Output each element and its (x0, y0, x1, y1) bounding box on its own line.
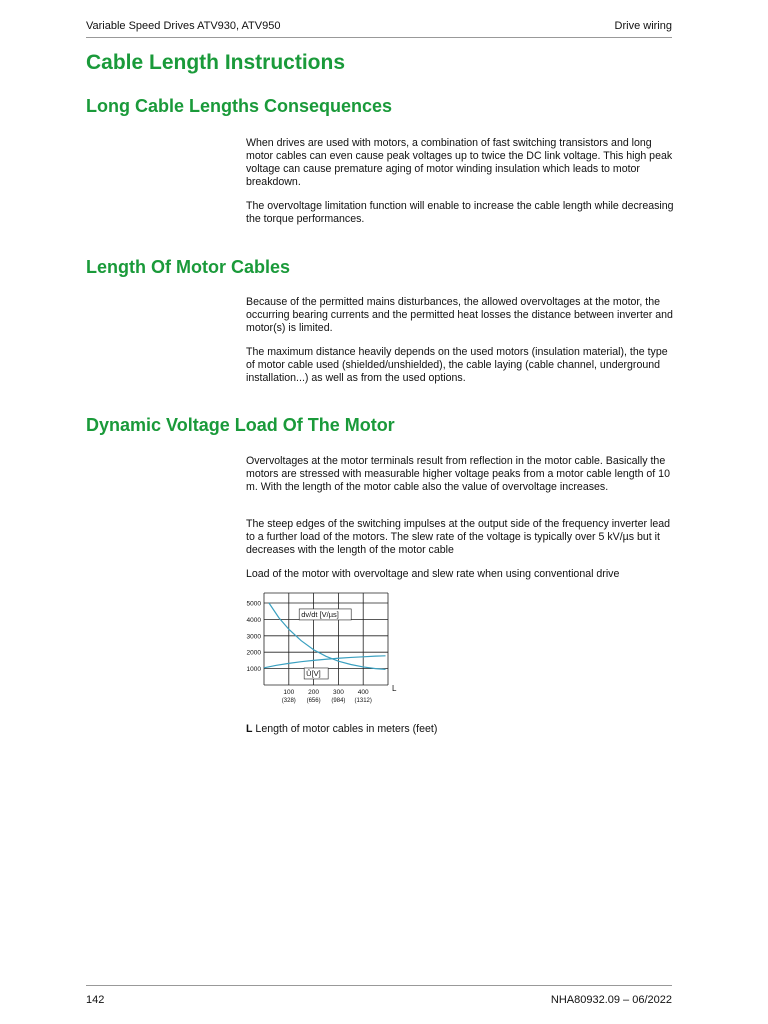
chart-caption (246, 723, 437, 735)
x-tick-label: 400 (357, 689, 369, 696)
series-line (264, 656, 386, 668)
series-label: Û[V] (306, 668, 321, 678)
section-heading-dynamic-voltage: Dynamic Voltage Load Of The Motor (86, 415, 395, 435)
paragraph: Load of the motor with overvoltage and slew rate when using conventional drive (246, 568, 620, 580)
section-heading-motor-cables: Length Of Motor Cables (86, 257, 290, 277)
x-tick-label: 200 (308, 689, 320, 696)
caption-label: L (246, 723, 253, 735)
document-reference: NHA80932.09 – 06/2022 (550, 994, 672, 1006)
paragraph: Overvoltages at the motor terminals result from reflection in the motor cable. Basically the motors are stressed with measurable higher voltage peaks from a motor cable length of 10 m. With the length of the motor cable also the value of overvoltage increases. (246, 455, 670, 493)
paragraph: When drives are used with motors, a combination of fast switching transistors and long motor cables can even cause peak voltages up to twice the DC link voltage. This high peak voltage can cause premature aging of motor winding insulation which leads to motor breakdown. (246, 137, 673, 188)
y-tick-label: 3000 (246, 633, 261, 641)
paragraph: Because of the permitted mains disturbances, the allowed overvoltages at the motor, the occurring bearing currents and the permitted heat losses the distance between inverter and motor(s) is limited. (246, 296, 673, 334)
x-tick-label: 300 (332, 689, 344, 696)
caption-text: Length of motor cables in meters (feet) (252, 723, 438, 735)
page-number: 142 (86, 994, 105, 1006)
footer-rule (86, 985, 672, 986)
page-title: Cable Length Instructions (86, 51, 346, 74)
x-tick-label: 100 (283, 689, 295, 696)
x-tick-label-feet: (656) (306, 698, 321, 704)
x-axis-letter: L (392, 684, 397, 693)
header-chapter-title: Drive wiring (614, 20, 672, 32)
header-document-title: Variable Speed Drives ATV930, ATV950 (86, 20, 281, 32)
page-header (86, 14, 672, 36)
header-rule (86, 37, 672, 38)
y-tick-label: 1000 (246, 666, 261, 674)
x-tick-label-feet: (328) (281, 698, 296, 704)
x-tick-label-feet: (984) (331, 698, 346, 704)
voltage-load-chart (232, 590, 412, 715)
y-tick-label: 2000 (246, 649, 261, 657)
y-tick-label: 5000 (246, 600, 261, 608)
paragraph: The steep edges of the switching impulses at the output side of the frequency inverter lead to a further load of the motors. The slew rate of the voltage is typically over 5 kV/µs but it decreases with the length of the motor cable (246, 518, 671, 556)
paragraph: The maximum distance heavily depends on the used motors (insulation material), the type of motor cable used (shielded/unshielded), the cable laying (cable channel, underground installation...) as well as from the used options. (246, 346, 668, 384)
paragraph: The overvoltage limitation function will enable to increase the cable length while decreasing the torque performances. (246, 200, 674, 225)
series-label: dv/dt [V/µs] (301, 609, 339, 619)
y-tick-label: 4000 (246, 616, 261, 624)
x-tick-label-feet: (1312) (354, 698, 372, 704)
section-heading-long-cable: Long Cable Lengths Consequences (86, 96, 393, 116)
